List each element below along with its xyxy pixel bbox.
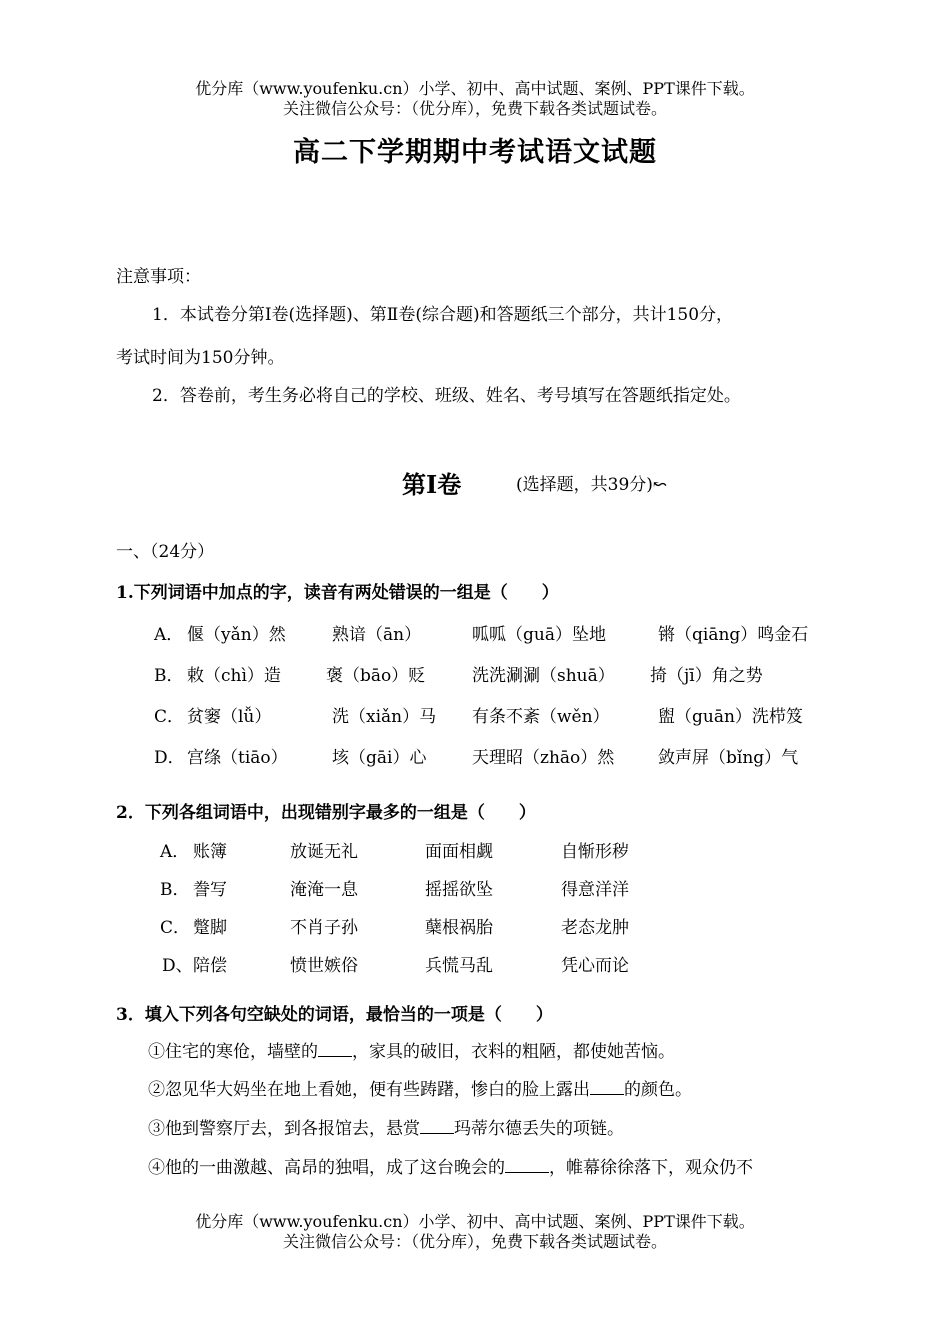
page-title: 高二下学期期中考试语文试题 bbox=[293, 137, 657, 168]
q2-option-d bbox=[0, 951, 950, 975]
option-item: 熟谙（ān） bbox=[332, 625, 422, 645]
section-title: 第Ⅰ卷 bbox=[402, 470, 462, 499]
option-item: 凭心而论 bbox=[561, 956, 629, 976]
option-item: 盥（guān）洗栉笈 bbox=[658, 707, 803, 727]
option-item: 洗洗涮涮（shuā） bbox=[472, 666, 615, 686]
part-1-heading: 一、（24分） bbox=[116, 542, 215, 562]
decorative-mark-icon: ↜ bbox=[652, 475, 668, 495]
q1-option-b bbox=[0, 661, 950, 685]
option-item: 放诞无礼 bbox=[290, 842, 358, 862]
option-item: 洗（xiǎn）马 bbox=[332, 707, 437, 727]
option-item: 面面相觑 bbox=[425, 842, 493, 862]
question-2-stem: 2．下列各组词语中，出现错别字最多的一组是（ ） bbox=[116, 803, 536, 823]
notice-item-2: 2．答卷前，考生务必将自己的学校、班级、姓名、考号填写在答题纸指定处。 bbox=[152, 386, 741, 406]
option-label: D、 bbox=[162, 956, 193, 976]
option-item: 老态龙肿 bbox=[561, 918, 629, 938]
q1-option-d bbox=[0, 743, 950, 767]
question-1-stem: 1.下列词语中加点的字，读音有两处错误的一组是（ ） bbox=[116, 583, 559, 603]
fill-blank bbox=[505, 1158, 549, 1173]
header-line-1: 优分库（www.youfenku.cn）小学、初中、高中试题、案例、PPT课件下载。 bbox=[195, 79, 755, 98]
option-item: 锵（qiāng）鸣金石 bbox=[658, 625, 809, 645]
q3-sentence-2: ②忽见华大妈坐在地上看她，便有些踌躇，惨白的脸上露出 的颜色。 bbox=[148, 1080, 692, 1100]
notice-heading: 注意事项： bbox=[116, 267, 201, 287]
option-item: 得意洋洋 bbox=[561, 880, 629, 900]
q3-sentence-3: ③他到警察厅去，到各报馆去，悬赏 玛蒂尔德丢失的项链。 bbox=[148, 1119, 624, 1139]
option-item: 呱呱（guā）坠地 bbox=[472, 625, 606, 645]
option-item: 贫窭（lǚ） bbox=[187, 707, 272, 727]
option-item: 有条不紊（wěn） bbox=[472, 707, 610, 727]
option-label: A． bbox=[154, 625, 184, 645]
option-label: C． bbox=[154, 707, 185, 727]
option-label: C． bbox=[160, 918, 191, 938]
option-item: 淹淹一息 bbox=[290, 880, 358, 900]
fill-blank bbox=[318, 1042, 352, 1057]
option-item: 敛声屏（bǐng）气 bbox=[658, 748, 799, 768]
q1-option-a bbox=[0, 620, 950, 644]
option-item: 陪偿 bbox=[193, 956, 227, 976]
option-item: 敕（chì）造 bbox=[187, 666, 281, 686]
option-item: 垓（gāi）心 bbox=[332, 748, 427, 768]
q2-option-b bbox=[0, 875, 950, 899]
fill-blank bbox=[420, 1119, 454, 1134]
option-item: 天理昭（zhāo）然 bbox=[472, 748, 615, 768]
q3-sentence-1: ①住宅的寒伧，墙壁的 ，家具的破旧，衣料的粗陋，都使她苦恼。 bbox=[148, 1042, 675, 1062]
notice-item-1-cont: 考试时间为150分钟。 bbox=[116, 348, 285, 368]
option-item: 蹩脚 bbox=[193, 918, 227, 938]
option-item: 摇摇欲坠 bbox=[425, 880, 493, 900]
option-item: 自惭形秽 bbox=[561, 842, 629, 862]
option-item: 兵慌马乱 bbox=[425, 956, 493, 976]
option-item: 账簿 bbox=[193, 842, 227, 862]
option-label: D． bbox=[154, 748, 185, 768]
option-label: A． bbox=[160, 842, 190, 862]
option-item: 宫绦（tiāo） bbox=[187, 748, 288, 768]
footer-line-1: 优分库（www.youfenku.cn）小学、初中、高中试题、案例、PPT课件下载。 bbox=[195, 1212, 755, 1231]
option-item: 誊写 bbox=[193, 880, 227, 900]
option-item: 不肖子孙 bbox=[290, 918, 358, 938]
option-label: B． bbox=[160, 880, 190, 900]
q2-option-c bbox=[0, 913, 950, 937]
q2-option-a bbox=[0, 837, 950, 861]
option-label: B． bbox=[154, 666, 184, 686]
footer-line-2: 关注微信公众号：（优分库），免费下载各类试题试卷。 bbox=[282, 1232, 667, 1251]
question-3-stem: 3．填入下列各句空缺处的词语，最恰当的一项是（ ） bbox=[116, 1005, 553, 1025]
section-subtitle: (选择题，共39分)↜ bbox=[516, 475, 668, 495]
option-item: 褒（bāo）贬 bbox=[326, 666, 426, 686]
q3-sentence-4: ④他的一曲激越、高昂的独唱，成了这台晚会的 ，帷幕徐徐落下，观众仍不 bbox=[148, 1158, 753, 1178]
option-item: 蘖根祸胎 bbox=[425, 918, 493, 938]
header-line-2: 关注微信公众号：（优分库），免费下载各类试题试卷。 bbox=[282, 99, 667, 118]
option-item: 愤世嫉俗 bbox=[290, 956, 358, 976]
q1-option-c bbox=[0, 702, 950, 726]
fill-blank bbox=[590, 1080, 624, 1095]
option-item: 偃（yǎn）然 bbox=[187, 625, 286, 645]
notice-item-1: 1．本试卷分第Ⅰ卷(选择题)、第Ⅱ卷(综合题)和答题纸三个部分，共计150分， bbox=[152, 305, 734, 325]
option-item: 掎（jī）角之势 bbox=[650, 666, 763, 686]
